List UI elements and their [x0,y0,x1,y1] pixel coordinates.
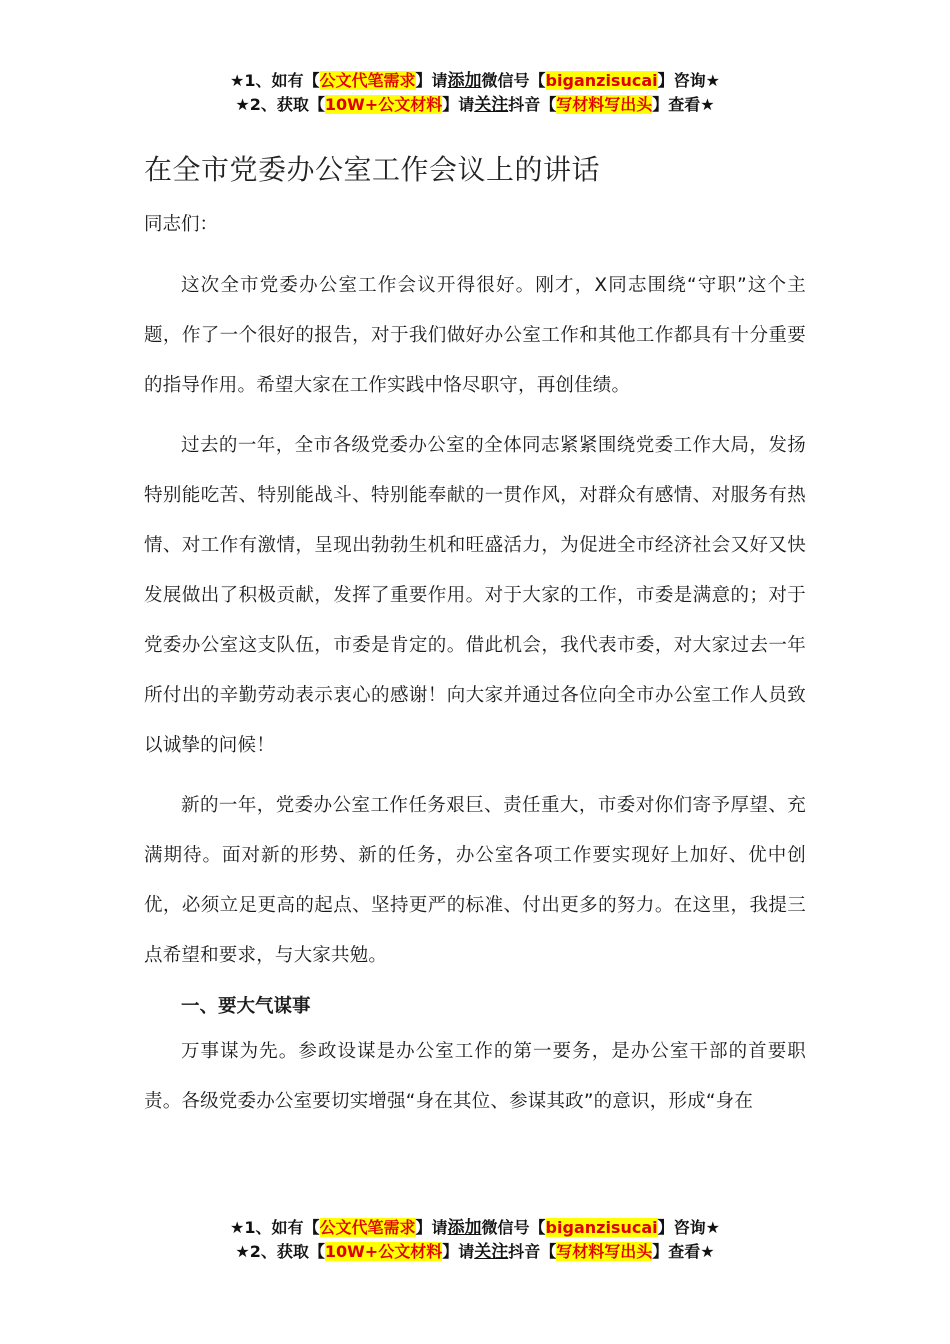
banner-text: ★1、如有【 [230,71,320,90]
banner-highlight: 10W+公文材料 [324,95,443,114]
banner-line-2 [0,93,950,117]
banner-underlined: 添加 [447,1218,482,1238]
banner-text: 】请 [415,1218,448,1237]
banner-highlight-wechat: biganzisucai [545,71,658,90]
banner-highlight-douyin: 写材料写出头 [556,1242,653,1261]
promo-banner-bottom [0,1216,950,1264]
banner-text: 】咨询★ [657,1218,720,1237]
banner-highlight-wechat: biganzisucai [545,1218,658,1237]
banner-text: 】请 [442,1242,475,1261]
banner-underlined: 关注 [474,1242,509,1262]
section-heading: 一、要大气谋事 [181,996,311,1017]
banner-text: 微信号【 [481,1218,546,1237]
banner-underlined: 添加 [447,71,482,91]
banner-text: 】查看★ [652,95,715,114]
banner-highlight: 10W+公文材料 [324,1242,443,1261]
banner-text: 】请 [415,71,448,90]
document-body [144,148,806,1127]
banner-text: 抖音【 [508,95,557,114]
banner-text: ★2、获取【 [235,95,325,114]
banner-text: 】查看★ [652,1242,715,1261]
banner-highlight-douyin: 写材料写出头 [556,95,653,114]
document-title: 在全市党委办公室工作会议上的讲话 [144,153,601,186]
paragraph: 新的一年，党委办公室工作任务艰巨、责任重大，市委对你们寄予厚望、充满期待。面对新的形势、新的任务，办公室各项工作要实现好上加好、优中创优，必须立足更高的起点、坚持更严的标准、付出更多的努力。在这里，我提三点希望和要求，与大家共勉。 [144,795,806,966]
banner-text: ★2、获取【 [235,1242,325,1261]
banner-text: 微信号【 [481,71,546,90]
banner-text: 】咨询★ [657,71,720,90]
banner-highlight: 公文代笔需求 [319,1218,416,1237]
banner-text: 】请 [442,95,475,114]
banner-line-1 [0,1216,950,1240]
banner-text: ★1、如有【 [230,1218,320,1237]
paragraph: 万事谋为先。参政设谋是办公室工作的第一要务，是办公室干部的首要职责。各级党委办公室要切实增强“身在其位、参谋其政”的意识，形成“身在 [144,1041,806,1112]
banner-line-2 [0,1240,950,1264]
salutation: 同志们： [144,214,219,235]
banner-text: 抖音【 [508,1242,557,1261]
banner-highlight: 公文代笔需求 [319,71,416,90]
banner-line-1 [0,69,950,93]
promo-banner-top [0,69,950,117]
paragraph: 这次全市党委办公室工作会议开得很好。刚才，X同志围绕“守职”这个主题，作了一个很好的报告，对于我们做好办公室工作和其他工作都具有十分重要的指导作用。希望大家在工作实践中恪尽职守，再创佳绩。 [144,275,806,396]
paragraph: 过去的一年，全市各级党委办公室的全体同志紧紧围绕党委工作大局，发扬特别能吃苦、特别能战斗、特别能奉献的一贯作风，对群众有感情、对服务有热情、对工作有激情，呈现出勃勃生机和旺盛活力，为促进全市经济社会又好又快发展做出了积极贡献，发挥了重要作用。对于大家的工作，市委是满意的；对于党委办公室这支队伍，市委是肯定的。借此机会，我代表市委，对大家过去一年所付出的辛勤劳动表示衷心的感谢！向大家并通过各位向全市办公室工作人员致以诚挚的问候！ [144,435,806,756]
banner-underlined: 关注 [474,95,509,115]
